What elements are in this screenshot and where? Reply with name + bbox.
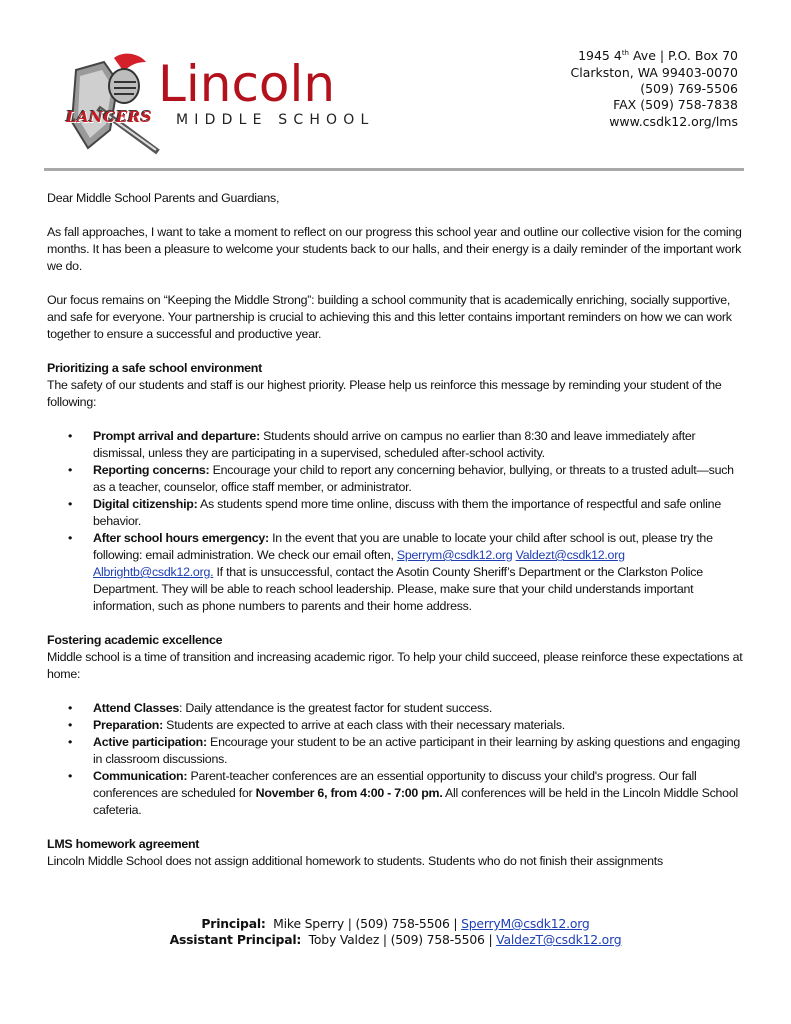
list-item: • Communication: Parent-teacher conferences are an essential opportunity to discuss your child's progress. Our fall conferences are scheduled for November 6, from 4:00 - 7:00 pm. All conferences will be held in the Lincoln Middle School cafeteria. xyxy=(93,768,747,819)
logo-subtitle: MIDDLE SCHOOL xyxy=(176,112,375,128)
list-item: • Preparation: Students are expected to arrive at each class with their necessary materials. xyxy=(93,717,747,734)
homework-heading: LMS homework agreement xyxy=(47,837,200,851)
address-line-2: Clarkston, WA 99403-0070 xyxy=(570,64,738,80)
list-item: • Reporting concerns: Encourage your child to report any concerning behavior, bullying, or threats to a trusted adult—such as a teacher, counselor, office staff member, or administrator. xyxy=(93,462,747,496)
intro-paragraph: As fall approaches, I want to take a moment to reflect on our progress this school year and outline our collective vision for the coming months. It has been a pleasure to welcome your students back to our halls, and their energy is a daily reminder of the important work we do. xyxy=(47,225,742,273)
list-item: • Prompt arrival and departure: Students should arrive on campus no earlier than 8:30 and leave immediately after dismissal, unless they are participating in a supervised, scheduled after-school activity. xyxy=(93,428,747,462)
logo-mascot-name: LANCERS xyxy=(66,108,153,126)
email-link-sperry[interactable]: Sperrym@csdk12.org xyxy=(396,548,513,562)
email-link-albright[interactable]: Albrightb@csdk12.org. xyxy=(93,565,214,579)
principal-email-link[interactable]: SperryM@csdk12.org xyxy=(461,916,590,931)
letter-body xyxy=(47,190,747,870)
principal-line: Principal: Mike Sperry | (509) 758-5506 | SperryM@csdk12.org xyxy=(201,916,590,931)
school-logo xyxy=(58,52,418,156)
safety-list xyxy=(47,428,747,615)
school-phone: (509) 769-5506 xyxy=(640,80,738,96)
school-fax: FAX (509) 758-7838 xyxy=(613,97,738,113)
address-line-1: 1945 4th Ave | P.O. Box 70 xyxy=(578,48,738,64)
logo-school-name: Lincoln xyxy=(158,55,336,113)
email-link-valdez[interactable]: Valdezt@csdk12.org xyxy=(515,548,625,562)
list-item: • Digital citizenship: As students spend more time online, discuss with them the importance of respectful and safe online behavior. xyxy=(93,496,747,530)
safety-heading: Prioritizing a safe school environment xyxy=(47,361,262,375)
assistant-principal-email-link[interactable]: ValdezT@csdk12.org xyxy=(496,932,622,947)
list-item: • Active participation: Encourage your student to be an active participant in their learning by asking questions and engaging in classroom discussions. xyxy=(93,734,747,768)
assistant-principal-line: Assistant Principal: Toby Valdez | (509) 758-5506 | ValdezT@csdk12.org xyxy=(169,932,622,947)
footer-contacts xyxy=(0,916,791,948)
academic-list xyxy=(47,700,747,819)
list-item: • After school hours emergency: In the event that you are unable to locate your child after school is out, please try the following: email administration. We check our email often, Sperrym@csdk12.org Valdezt@csdk12.org Albrightb@csdk12.org. If that is unsuccessful, contact the Asotin County Sheriff’s Department or the Clarkston Police Department. They will be able to reach school leadership. Please, make sure that your child understands important information, such as phone numbers to parents and their home address. xyxy=(93,530,747,615)
greeting: Dear Middle School Parents and Guardians, xyxy=(47,191,280,205)
header-divider xyxy=(44,168,744,171)
focus-paragraph: Our focus remains on “Keeping the Middle Strong”: building a school community that is academically enriching, socially supportive, and safe for everyone. Your partnership is crucial to achieving this and this letter contains important reminders on how we can work together to ensure a successful and productive year. xyxy=(47,293,732,341)
list-item: • Attend Classes: Daily attendance is the greatest factor for student success. xyxy=(93,700,747,717)
safety-intro: The safety of our students and staff is our highest priority. Please help us reinforce this message by reminding your student of the following: xyxy=(47,378,722,409)
school-address-block xyxy=(571,45,738,130)
homework-paragraph: Lincoln Middle School does not assign additional homework to students. Students who do not finish their assignments xyxy=(47,854,663,868)
academic-intro: Middle school is a time of transition and increasing academic rigor. To help your child succeed, please reinforce these expectations at home: xyxy=(47,650,743,681)
academic-heading: Fostering academic excellence xyxy=(47,633,223,647)
school-website[interactable]: www.csdk12.org/lms xyxy=(609,113,738,129)
